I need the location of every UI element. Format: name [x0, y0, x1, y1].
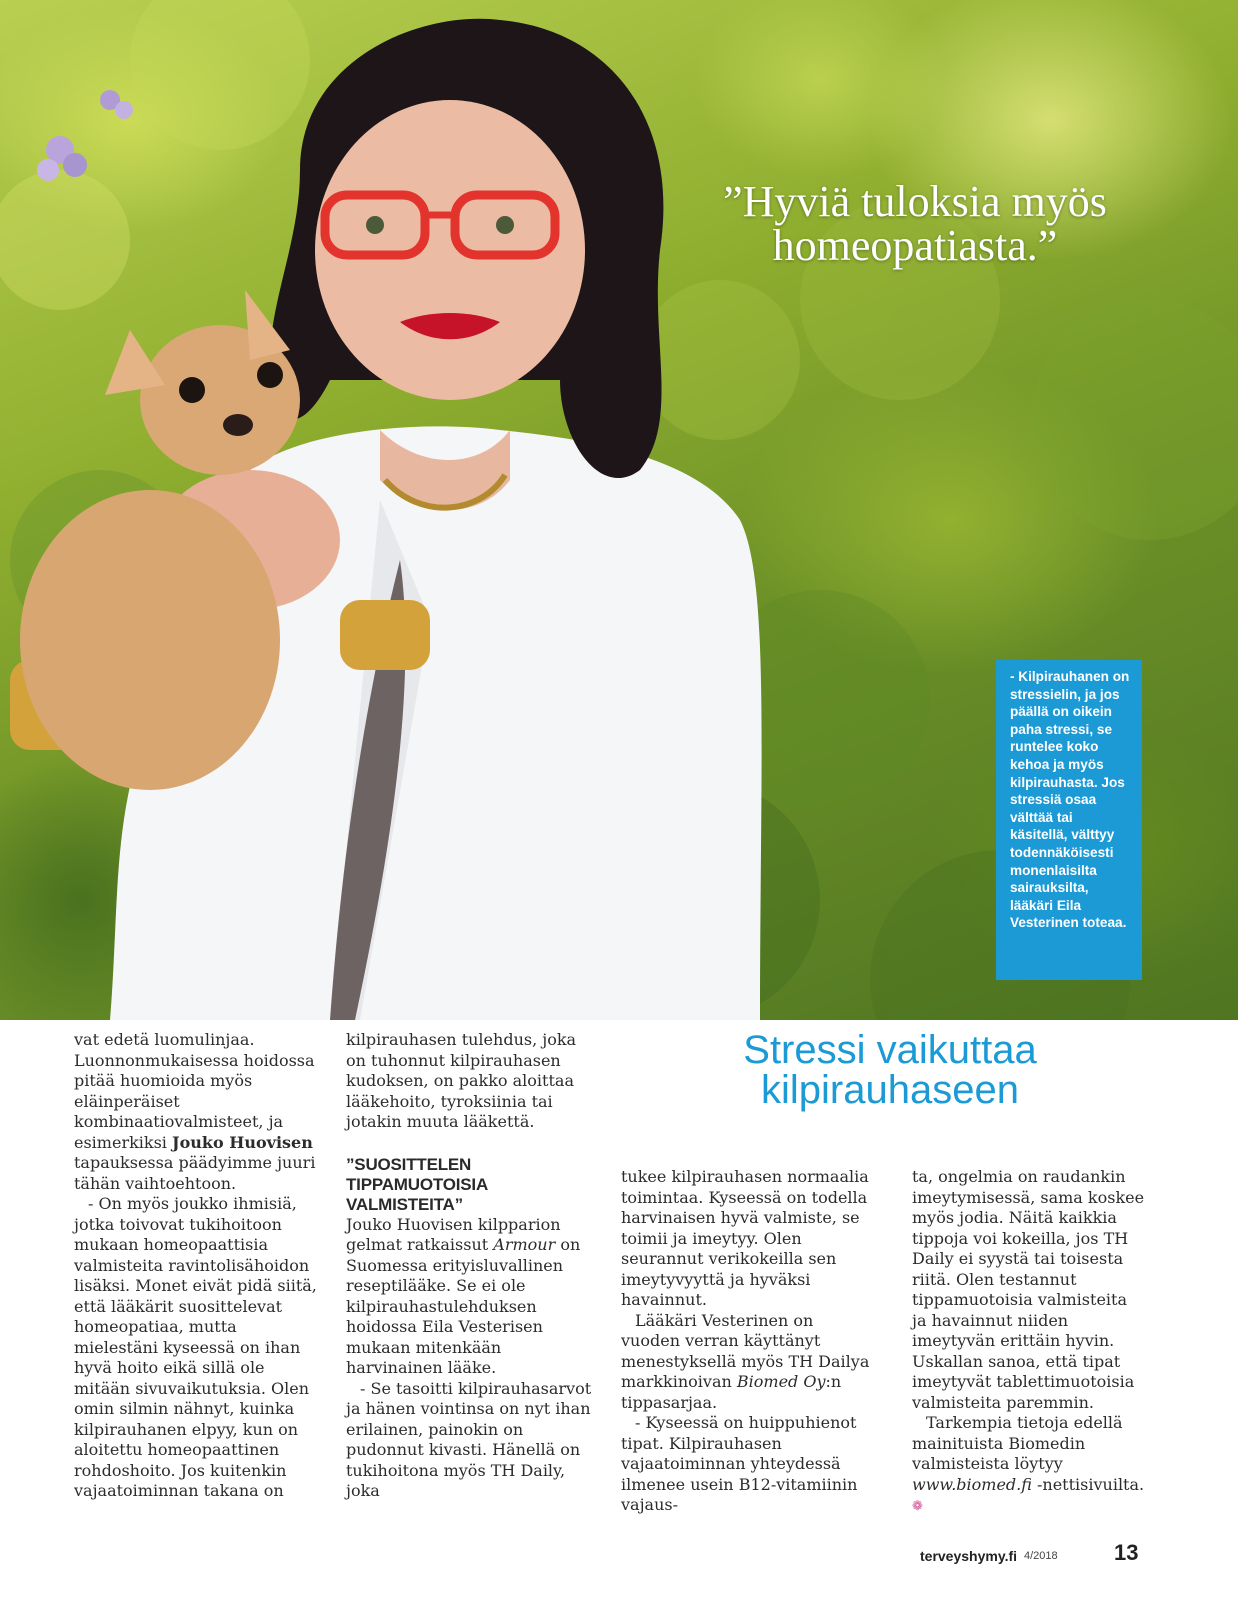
- text-run: :n tippasarjaa.: [621, 1372, 842, 1412]
- article-column-1: [74, 1030, 324, 1502]
- website-link[interactable]: www.biomed.fi: [912, 1474, 1032, 1494]
- end-mark-icon: ❁: [912, 1499, 923, 1514]
- page-number: 13: [1114, 1540, 1139, 1565]
- text-run: Lääkäri Vesterinen on vuoden verran käyttänyt menestyksellä myös TH Dailya markkinoivan: [621, 1310, 870, 1391]
- article-column-4: [912, 1167, 1146, 1518]
- page-footer: [900, 1540, 1150, 1572]
- article-column-3: [621, 1167, 876, 1516]
- paragraph: kilpirauhasen tulehdus, joka on tuhonnut kilpirauhasen kudoksen, on pakko aloittaa lääkehoito, tyroksiinia tai jotakin muuta lääkettä.: [346, 1030, 577, 1131]
- paragraph: - Kyseessä on huippuhienot tipat. Kilpirauhasen vajaatoiminnan yhteydessä ilmenee usein B12-vitamiinin vajaus-: [621, 1413, 858, 1514]
- article-title: Stressi vaikuttaa kilpirauhaseen: [743, 1028, 1037, 1112]
- company-name: Biomed Oy: [736, 1372, 826, 1391]
- article-column-2: [346, 1030, 596, 1502]
- callout-box: [996, 660, 1142, 980]
- paragraph: - On myös joukko ihmisiä, jotka toivovat tukihoitoon mukaan homeopaattisia valmisteita ravintolisähoidon lisäksi. Monet eivät pidä siitä, että lääkärit suosittelevat homeopatiaa, mutta mielestäni kyseessä on ihan hyvä hoito eikä sillä ole mitään sivuvaikutuksia. Olen omin silmin nähnyt, kuinka kilpirauhanen elpyy, kun on aloitettu homeopaattinen rohdoshoito. Jos kuitenkin vajaatoiminnan takana on: [74, 1194, 317, 1500]
- paragraph: - Se tasoitti kilpirauhasarvot ja hänen vointinsa on nyt ihan erilainen, painokin on pudonnut kivasti. Hänellä on tukihoitona myös TH Daily, joka: [346, 1378, 592, 1500]
- paragraph: [346, 1215, 596, 1379]
- paragraph: tukee kilpirauhasen normaalia toimintaa. Kyseessä on todella harvinaisen hyvä valmiste, se toimii ja imeytyy. Olen seurannut verikokeilla sen imeytyvyyttä ja hyväksi havainnut.: [621, 1167, 869, 1309]
- text-run: tapauksessa päädyimme juuri tähän vaihtoehtoon.: [74, 1153, 316, 1193]
- text-run: -nettisivuilta.: [1031, 1474, 1145, 1494]
- product-name: Armour: [493, 1235, 556, 1254]
- text-run: Tarkempia tietoja edellä mainituista Biomedin valmisteista löytyy: [912, 1413, 1123, 1473]
- paragraph: [912, 1413, 1146, 1518]
- paragraph: [74, 1030, 324, 1194]
- paragraph: ta, ongelmia on raudankin imeytymisessä, sama koskee myös jodia. Näitä kaikkia tippoja voi kokeilla, jos TH Daily ei syystä tai toisesta riitä. Olen testannut tippamuotoisia valmisteita ja havainnut niiden imeytyvän erittäin hyvin. Uskallan sanoa, että tipat imeytyvät tablettimuotoisia valmisteita paremmin.: [912, 1167, 1145, 1412]
- subheading: ”SUOSITTELEN TIPPAMUOTOISIA VALMISTEITA”: [346, 1154, 488, 1214]
- paragraph: [621, 1311, 876, 1414]
- callout-text: - Kilpirauhanen on stressielin, ja jos päällä on oikein paha stressi, se runtelee koko kehoa ja myös kilpirauhasta. Jos stressiä osaa välttää tai käsitellä, välttyy todennäköisesti monenlaisilta sairauksilta, lääkäri Eila Vesterinen toteaa.: [1010, 669, 1130, 931]
- text-run: Jouko Huovisen kilpparion gelmat ratkaissut: [346, 1214, 561, 1254]
- text-run: vat edetä luomulinjaa. Luonnonmukaisessa hoidossa pitää huomioida myös eläinperäiset kombinaatiovalmisteet, ja esimerkiksi: [74, 1030, 315, 1152]
- text-run: on Suomessa erityisluvallinen reseptilääke. Se ei ole kilpirauhastulehduksen hoidossa Eila Vesterisen mukaan mitenkään harvinainen lääke.: [346, 1235, 581, 1377]
- issue-number: 4/2018: [1024, 1550, 1058, 1562]
- site-name: terveyshymy.fi: [920, 1548, 1018, 1564]
- person-name: Jouko Huovisen: [172, 1132, 313, 1152]
- pull-quote: ”Hyviä tuloksia myös homeopatiasta.”: [723, 177, 1107, 270]
